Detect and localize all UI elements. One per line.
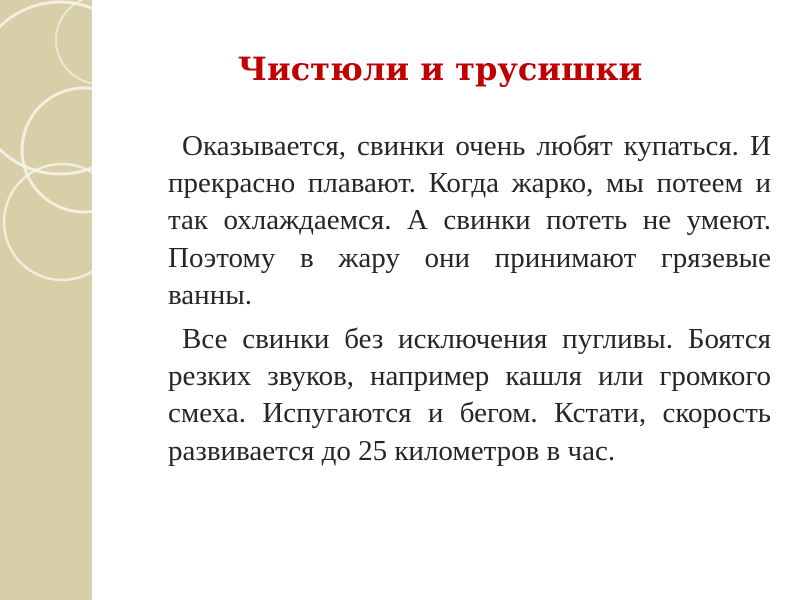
concentric-rings-icon (0, 0, 92, 600)
paragraph-timid: Все свинки без исключения пугливы. Боятся резких звуков, например кашля или громкого смеха. Испугаются и бегом. Кстати, скорость развивается до 25 километров в час. (168, 323, 771, 467)
slide-body (168, 128, 771, 477)
decorative-sidebar (0, 0, 92, 600)
slide-title: Чистюли и трусишки (237, 50, 643, 88)
paragraph-bathing: Оказывается, свинки очень любят купаться. И прекрасно плавают. Когда жарко, мы потеем и так охлаждаемся. А свинки потеть не умеют. Поэтому в жару они принимают грязевые ванны. (168, 130, 771, 311)
